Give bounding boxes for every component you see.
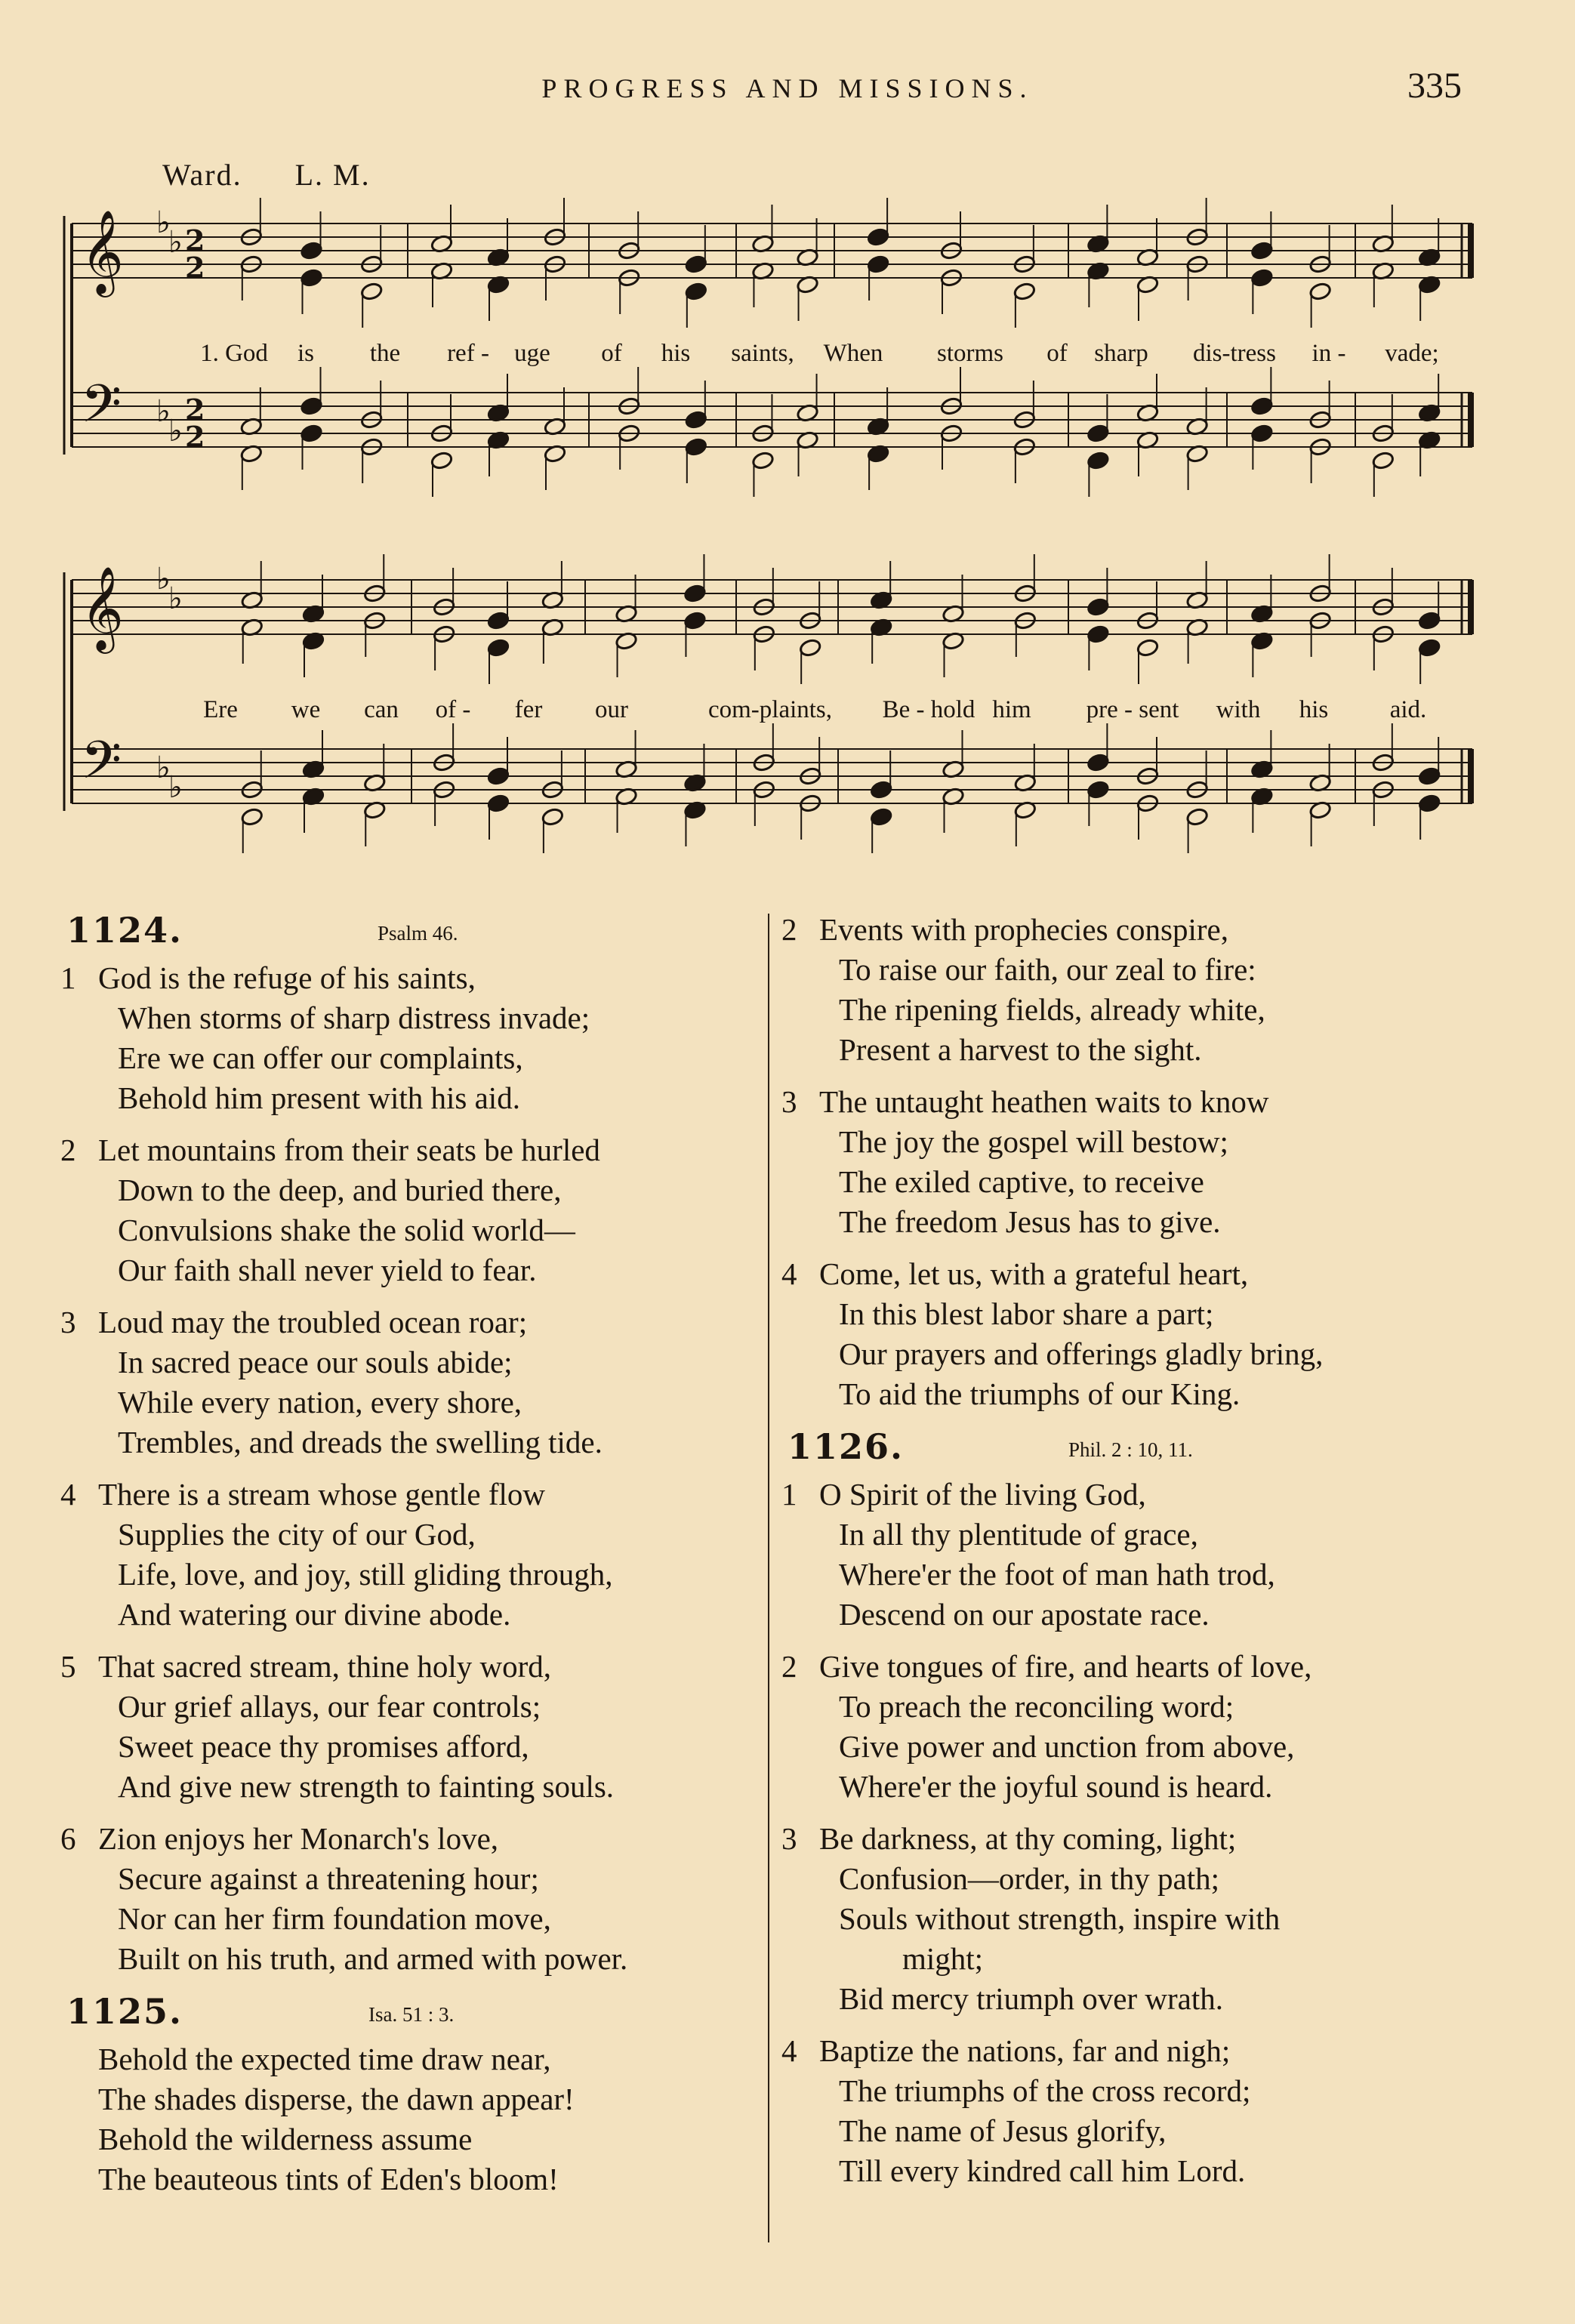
verse-line: Nor can her firm foundation move, — [118, 1901, 551, 1936]
verse-number: 4 — [781, 1256, 797, 1291]
verse-line: The ripening fields, already white, — [839, 992, 1265, 1027]
lyric-syllable: our — [595, 696, 628, 723]
verse-line: Zion enjoys her Monarch's love, — [98, 1821, 499, 1856]
verse-line: That sacred stream, thine holy word, — [98, 1649, 552, 1684]
verse-line: Sweet peace thy promises afford, — [118, 1729, 529, 1764]
treble-clef-icon: 𝄞 — [81, 209, 124, 294]
hymn-1126 — [781, 1426, 1506, 2191]
verse-line: The shades disperse, the dawn appear! — [98, 2082, 575, 2116]
note-head — [1250, 396, 1274, 416]
verse-line: The joy the gospel will bestow; — [839, 1124, 1228, 1159]
verse-number: 3 — [781, 1084, 797, 1119]
flat-icon: ♭ — [156, 562, 171, 596]
verse-line: Where'er the foot of man hath trod, — [839, 1557, 1275, 1592]
verse-line: Till every kindred call him Lord. — [839, 2153, 1246, 2188]
verse-number: 1 — [781, 1477, 797, 1512]
stanza — [781, 1254, 1506, 1414]
flat-icon: ♭ — [156, 205, 171, 240]
verse-number: 2 — [60, 1133, 76, 1167]
verse-line: To preach the reconciling word; — [839, 1689, 1234, 1724]
verse-line: In this blest labor share a part; — [839, 1296, 1214, 1331]
verse-line: The name of Jesus glorify, — [839, 2113, 1167, 2148]
verse-line: Convulsions shake the solid world— — [118, 1213, 575, 1247]
note-head — [867, 227, 890, 247]
flat-icon: ♭ — [168, 225, 183, 260]
note-head — [751, 451, 775, 470]
verse-number: 5 — [60, 1649, 76, 1684]
note-head — [1086, 780, 1110, 800]
lyric-syllable: is — [297, 340, 315, 367]
verse-number: 3 — [60, 1305, 76, 1339]
flat-icon: ♭ — [168, 581, 183, 616]
verse-line: Give tongues of fire, and hearts of love, — [819, 1649, 1312, 1684]
note-head — [1013, 282, 1037, 301]
verse-number: 2 — [781, 912, 797, 947]
lyric-syllable: fer — [514, 696, 543, 723]
tune-meter: L. M. — [294, 158, 371, 192]
stanza — [60, 1475, 763, 1635]
verse-line: Life, love, and joy, still gliding through, — [118, 1557, 613, 1592]
verse-line: Let mountains from their seats be hurled — [98, 1133, 600, 1167]
note-head — [685, 254, 708, 274]
stanza-list — [60, 2039, 763, 2199]
note-head — [487, 611, 510, 630]
verse-line: To raise our faith, our zeal to fire: — [839, 952, 1256, 987]
note-head — [430, 451, 454, 470]
verse-line: Our faith shall never yield to fear. — [118, 1253, 537, 1287]
lyric-syllable: him — [992, 696, 1031, 723]
left-column — [60, 910, 763, 2211]
verse-line: While every nation, every shore, — [118, 1385, 522, 1419]
note-head — [799, 638, 822, 658]
lyric-syllable: 1. God — [200, 340, 268, 367]
verse-line: God is the refuge of his saints, — [98, 960, 476, 995]
stanza — [60, 1647, 763, 1807]
stanza-list — [781, 910, 1506, 1414]
verse-number: 6 — [60, 1821, 76, 1856]
note-head — [487, 766, 510, 786]
page-number: 335 — [1407, 66, 1462, 106]
flat-icon: ♭ — [156, 751, 171, 785]
lyric-syllable: aid. — [1389, 696, 1427, 723]
verse-line: And watering our divine abode. — [118, 1597, 511, 1632]
right-column — [781, 910, 1506, 2203]
note-head — [487, 794, 510, 813]
music-score — [0, 0, 1575, 891]
hymn-header — [781, 1426, 1506, 1472]
verse-line: There is a stream whose gentle flow — [98, 1477, 546, 1512]
lyric-syllable: of — [1046, 340, 1068, 367]
verse-line: Loud may the troubled ocean roar; — [98, 1305, 528, 1339]
scripture-reference: Psalm 46. — [378, 922, 458, 945]
lyric-syllable: of — [601, 340, 622, 367]
lyric-syllable: his — [661, 340, 691, 367]
lyric-syllable: saints, — [731, 340, 794, 367]
verse-line: To aid the triumphs of our King. — [839, 1376, 1241, 1411]
verse-line: Come, let us, with a grateful heart, — [819, 1256, 1249, 1291]
stanza — [60, 1130, 763, 1290]
note-head — [487, 638, 510, 658]
verse-line: Supplies the city of our God, — [118, 1517, 476, 1552]
note-head — [683, 584, 707, 603]
note-head — [300, 268, 323, 288]
lyric-syllable: can — [364, 696, 399, 723]
lyric-syllable: of - — [435, 696, 471, 723]
verse-line: Our grief allays, our fear controls; — [118, 1689, 541, 1724]
time-signature: 2 — [185, 251, 205, 285]
verse-line: Down to the deep, and buried there, — [118, 1173, 562, 1207]
verse-line: Secure against a threatening hour; — [118, 1861, 539, 1896]
bass-clef-icon: 𝄢 — [81, 373, 122, 447]
hymn-1124 — [60, 910, 763, 1979]
verse-line: The beauteous tints of Eden's bloom! — [98, 2162, 559, 2196]
verse-line: Confusion—order, in thy path; — [839, 1861, 1219, 1896]
verse-number: 1 — [60, 960, 76, 995]
verse-line: In all thy plentitude of grace, — [839, 1517, 1198, 1552]
note-head — [300, 241, 323, 260]
note-head — [240, 807, 264, 827]
note-head — [541, 807, 565, 827]
stanza — [781, 1647, 1506, 1807]
verse-number: 2 — [781, 1649, 797, 1684]
verse-line: Our prayers and offerings gladly bring, — [839, 1336, 1324, 1371]
lyric-syllable: pre - sent — [1086, 696, 1179, 723]
verse-line: Ere we can offer our complaints, — [118, 1040, 523, 1075]
verse-line: Bid mercy triumph over wrath. — [839, 1981, 1223, 2016]
verse-line: When storms of sharp distress invade; — [118, 1000, 590, 1035]
stanza — [781, 910, 1506, 1070]
stanza-list — [60, 958, 763, 1979]
verse-line: Trembles, and dreads the swelling tide. — [118, 1425, 603, 1459]
bass-clef-icon: 𝄢 — [81, 729, 122, 803]
note-head — [1086, 753, 1110, 772]
verse-line: Descend on our apostate race. — [839, 1597, 1210, 1632]
lyric-syllable: When — [823, 340, 883, 367]
verse-line: Built on his truth, and armed with power. — [118, 1941, 628, 1976]
lyric-syllable: in - — [1311, 340, 1346, 367]
verse-line: Souls without strength, inspire with — [839, 1901, 1281, 1936]
verse-number: 4 — [781, 2033, 797, 2068]
lyric-syllable: dis-tress — [1193, 340, 1276, 367]
lyric-syllable: ref - — [447, 340, 489, 367]
verse-line: O Spirit of the living God, — [819, 1477, 1146, 1512]
lyric-syllable: storms — [936, 340, 1004, 367]
note-head — [1086, 451, 1110, 470]
time-signature: 2 — [185, 393, 205, 427]
note-head — [867, 254, 890, 274]
note-head — [1086, 424, 1110, 443]
note-head — [1418, 794, 1441, 813]
lyric-syllable: sharp — [1094, 340, 1148, 367]
hymn-header — [60, 910, 763, 955]
stanza — [781, 1082, 1506, 1242]
flat-icon: ♭ — [168, 414, 183, 448]
lyric-syllable: his — [1299, 696, 1329, 723]
scripture-reference: Isa. 51 : 3. — [368, 2003, 455, 2026]
note-head — [300, 396, 323, 416]
hymn-number: 1124. — [66, 910, 183, 951]
verse-line: Present a harvest to the sight. — [839, 1032, 1202, 1067]
verse-line: The freedom Jesus has to give. — [839, 1204, 1221, 1239]
note-head — [685, 410, 708, 430]
flat-icon: ♭ — [168, 770, 183, 805]
note-head — [1136, 638, 1160, 658]
note-head — [360, 282, 384, 301]
note-head — [870, 780, 893, 800]
flat-icon: ♭ — [156, 394, 171, 429]
verse-line: And give new strength to fainting souls. — [118, 1769, 615, 1804]
verse-line: Behold the expected time draw near, — [98, 2042, 551, 2076]
lyric-syllable: the — [369, 340, 401, 367]
note-head — [870, 807, 893, 827]
verse-number: 3 — [781, 1821, 797, 1856]
verse-line: Baptize the nations, far and nigh; — [819, 2033, 1231, 2068]
stanza — [60, 1302, 763, 1463]
hymn-header — [60, 1991, 763, 2036]
lyric-syllable: vade; — [1385, 340, 1439, 367]
verse-line: The triumphs of the cross record; — [839, 2073, 1251, 2108]
final-barline — [1468, 749, 1474, 803]
final-barline — [1468, 393, 1474, 447]
lyric-syllable: with — [1216, 696, 1261, 723]
verse-line: The untaught heathen waits to know — [819, 1084, 1269, 1119]
hymn-1125 — [60, 1991, 763, 2199]
lyric-syllable: we — [291, 696, 321, 723]
verse-line: Where'er the joyful sound is heard. — [839, 1769, 1273, 1804]
note-head — [1250, 268, 1274, 288]
column-divider — [768, 914, 769, 2242]
final-barline — [1468, 223, 1474, 278]
lyric-syllable: com-plaints, — [707, 696, 833, 723]
stanza — [781, 2031, 1506, 2191]
verse-line: might; — [902, 1941, 984, 1976]
note-head — [1086, 624, 1110, 644]
note-head — [1308, 282, 1332, 301]
time-signature: 2 — [185, 420, 205, 454]
note-head — [683, 611, 707, 630]
lyric-syllable: uge — [514, 340, 550, 367]
stanza — [781, 1475, 1506, 1635]
verse-number: 4 — [60, 1477, 76, 1512]
note-head — [685, 437, 708, 457]
scripture-reference: Phil. 2 : 10, 11. — [1068, 1438, 1193, 1461]
tune-name: Ward. — [162, 158, 242, 192]
verse-line: Be darkness, at thy coming, light; — [819, 1821, 1237, 1856]
stanza — [781, 1819, 1506, 2019]
note-head — [1185, 807, 1209, 827]
note-head — [1372, 451, 1395, 470]
verse-line: Behold the wilderness assume — [98, 2122, 473, 2156]
note-head — [300, 424, 323, 443]
note-head — [1418, 611, 1441, 630]
note-head — [1418, 638, 1441, 658]
verse-line: Behold him present with his aid. — [118, 1080, 520, 1115]
note-head — [685, 282, 708, 301]
note-head — [1418, 766, 1441, 786]
treble-clef-icon: 𝄞 — [81, 566, 124, 650]
note-head — [1250, 424, 1274, 443]
verse-line: Events with prophecies conspire, — [819, 912, 1228, 947]
note-head — [1250, 241, 1274, 260]
stanza-list — [781, 1475, 1506, 2191]
stanza — [60, 1819, 763, 1979]
verse-line: In sacred peace our souls abide; — [118, 1345, 513, 1379]
lyric-syllable: Ere — [203, 696, 238, 723]
hymn-number: 1126. — [788, 1426, 905, 1467]
verse-line: The exiled captive, to receive — [839, 1164, 1204, 1199]
hymn-number: 1125. — [66, 1991, 183, 2032]
verse-line: Give power and unction from above, — [839, 1729, 1295, 1764]
lyric-syllable: Be - hold — [882, 696, 976, 723]
final-barline — [1468, 580, 1474, 634]
note-head — [1086, 597, 1110, 617]
stanza — [60, 958, 763, 1118]
running-title: PROGRESS AND MISSIONS. — [541, 73, 1034, 103]
stanza — [60, 2039, 763, 2199]
time-signature: 2 — [185, 223, 205, 257]
